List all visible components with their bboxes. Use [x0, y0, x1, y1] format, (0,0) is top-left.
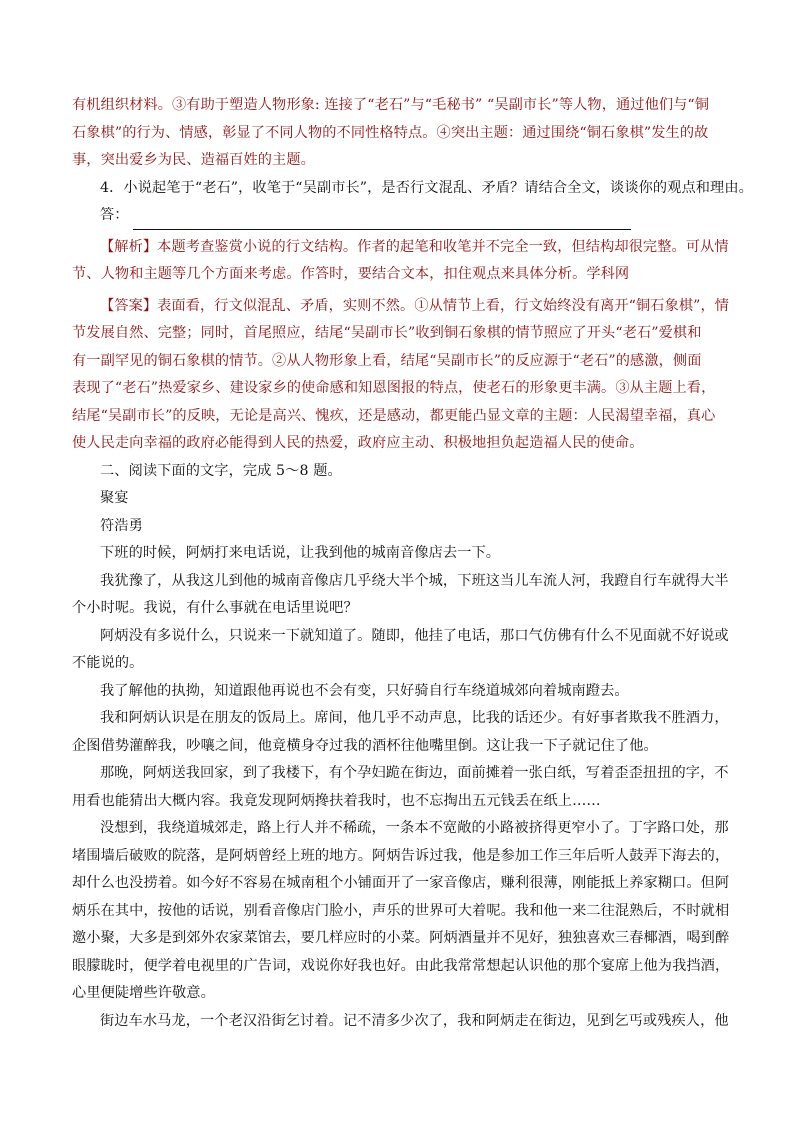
- answer-line: 节发展自然、完整；同时，首尾照应，结尾“吴副市长”收到铜石象棋的情节照应了开头“老石”爱棋和: [72, 325, 702, 341]
- paragraph: 我和阿炳认识是在朋友的饭局上。席间，他几乎不动声息，比我的话还少。有好事者欺我不胜酒力，: [100, 710, 729, 726]
- paragraph-cont: 个小时呢。我说，有什么事就在电话里说吧？: [72, 600, 358, 616]
- answer-label: 答：: [100, 207, 129, 223]
- answer-line: 表现了“老石”热爱家乡、建设家乡的使命感和知恩图报的特点，使老石的形象更丰满。③从主题上看，: [72, 380, 716, 396]
- story-author: 符浩勇: [100, 517, 143, 534]
- answer-blank-line: [133, 211, 631, 230]
- question-4: 4．小说起笔于“老石”，收笔于“吴副市长”，是否行文混乱、矛盾？请结合全文，谈谈你的观点和理由。: [100, 179, 753, 196]
- paragraph-cont: 邀小聚，大多是到郊外农家菜馆去，要几样应时的小菜。阿炳酒量并不见好，独独喜欢三春椰酒，喝到醉: [72, 930, 730, 946]
- text-line: 事，突出爱乡为民、造福百姓的主题。: [72, 152, 315, 168]
- answer-line: 【答案】表面看，行文似混乱、矛盾，实则不然。①从情节上看，行文始终没有离开“铜石象棋”，情: [100, 297, 730, 314]
- text-line: 石象棋”的行为、情感，彰显了不同人物的不同性格特点。④突出主题：通过围绕“铜石象棋”发生的故: [72, 124, 709, 141]
- paragraph-cont: 用看也能猜出大概内容。我竟发现阿炳搀扶着我时，也不忘掏出五元钱丢在纸上……: [72, 792, 601, 809]
- section-heading: 二、阅读下面的文字，完成 5～8 题。: [100, 462, 342, 479]
- story-title: 聚宴: [100, 490, 129, 506]
- analysis-tag: 【解析】: [100, 238, 158, 255]
- paragraph: 我犹豫了，从我这儿到他的城南音像店几乎绕大半个城，下班这当儿车流人河，我蹬自行车就得大半: [100, 572, 729, 589]
- paragraph-cont: 堵围墙后破败的院落，是阿炳曾经上班的地方。阿炳告诉过我，他是参加工作三年后听人鼓弄下海去的，: [72, 847, 730, 864]
- analysis-line: 【解析】本题考查鉴赏小说的行文结构。作者的起笔和收笔并不完全一致，但结构却很完整。可从情: [100, 238, 729, 255]
- paragraph-cont: 却什么也没捞着。如今好不容易在城南租个小铺面开了一家音像店，赚利很薄，刚能抵上养家糊口。但阿: [72, 875, 730, 891]
- text-line: 有机组织材料。③有助于塑造人物形象: 连接了“老石”与“毛秘书” “吴副市长”等人物，通过他们与“铜: [72, 97, 710, 113]
- document-page: [72, 92, 753, 1035]
- paragraph-cont: 心里便陡增些许敬意。: [72, 985, 215, 1001]
- paragraph-cont: 不能说的。: [72, 655, 144, 671]
- paragraph: 我了解他的执拗，知道跟他再说也不会有变，只好骑自行车绕道城郊向着城南蹬去。: [100, 682, 629, 699]
- paragraph-cont: 企图借势灌醉我，吵嚷之间，他竟横身夺过我的酒杯往他嘴里倒。这让我一下子就记住了他。: [72, 737, 658, 754]
- answer-line: 结尾“吴副市长”的反映，无论是高兴、愧疚，还是感动，都更能凸显文章的主题：人民渴望幸福，真心: [72, 407, 716, 424]
- analysis-line: 节、人物和主题等几个方面来考虑。作答时，要结合文本，扣住观点来具体分析。学科网: [72, 266, 630, 282]
- answer-line: 使人民走向幸福的政府必能得到人民的热爱，政府应主动、积极地担负起造福人民的使命。: [72, 435, 644, 451]
- paragraph: 阿炳没有多说什么，只说来一下就知道了。随即，他挂了电话，那口气仿佛有什么不见面就不好说或: [100, 627, 729, 644]
- paragraph: 没想到，我绕道城郊走，路上行人并不稀疏，一条本不宽敞的小路被挤得更窄小了。丁字路口处，那: [100, 820, 729, 836]
- answer-tag: 【答案】: [100, 297, 158, 314]
- paragraph: 下班的时候，阿炳打来电话说，让我到他的城南音像店去一下。: [100, 545, 501, 561]
- paragraph: 那晚，阿炳送我回家，到了我楼下，有个孕妇跪在街边，面前摊着一张白纸，写着歪歪扭扭的字，不: [100, 765, 729, 781]
- answer-line: 有一副罕见的铜石象棋的情节。②从人物形象上看，结尾“吴副市长”的反应源于“老石”的感激，侧面: [72, 352, 702, 369]
- answer-blank-row: [72, 202, 726, 230]
- paragraph-cont: 眼朦眬时，便学着电视里的广告词，戏说你好我也好。由此我常常想起认识他的那个宴席上他为我挡酒，: [72, 957, 730, 974]
- paragraph-cont: 炳乐在其中，按他的话说，别看音像店门脸小，声乐的世界可大着呢。我和他一来二往混熟后，不时就相: [72, 902, 730, 919]
- paragraph: 街边车水马龙，一个老汉沿街乞讨着。记不清多少次了，我和阿炳走在街边，见到乞丐或残疾人，他: [100, 1012, 729, 1029]
